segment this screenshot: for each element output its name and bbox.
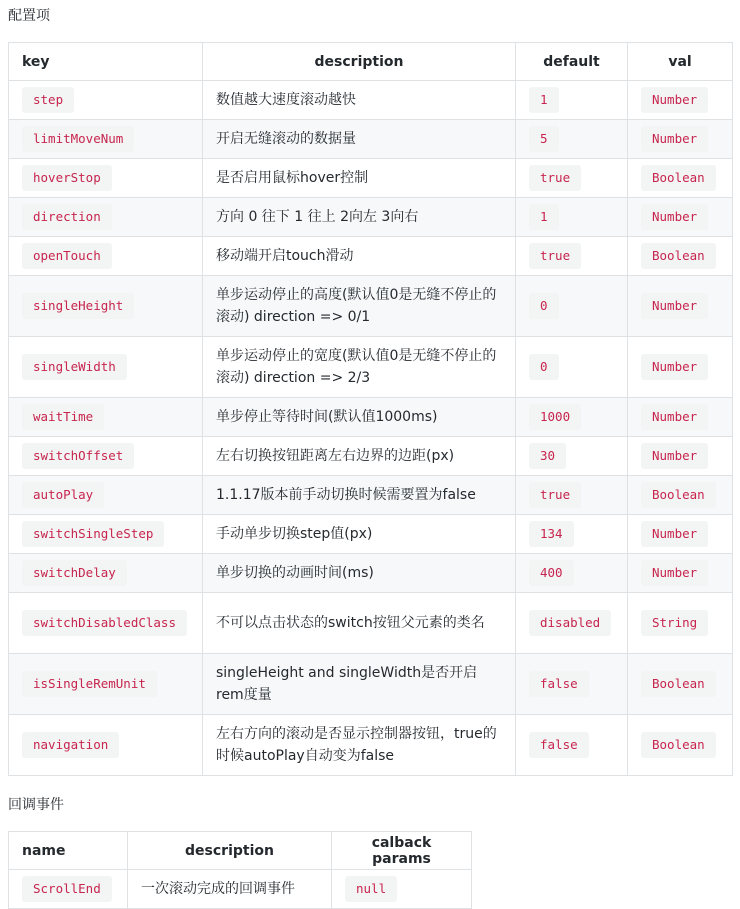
description-cell: 左右方向的滚动是否显示控制器按钮，true的时候autoPlay自动变为false	[203, 715, 516, 776]
val-cell	[628, 276, 733, 337]
default-code: 1	[529, 87, 559, 113]
key-code: switchOffset	[22, 443, 134, 469]
description-cell: 一次滚动完成的回调事件	[128, 870, 332, 909]
key-cell	[9, 398, 203, 437]
val-cell	[628, 81, 733, 120]
key-cell	[9, 198, 203, 237]
key-code: navigation	[22, 732, 119, 758]
type-code: Boolean	[641, 243, 716, 269]
default-code: 1	[529, 204, 559, 230]
key-code: switchSingleStep	[22, 521, 164, 547]
description-cell: 手动单步切换step值(px)	[203, 515, 516, 554]
default-code: 30	[529, 443, 566, 469]
section-title-callbacks: 回调事件	[8, 797, 64, 813]
key-code: switchDelay	[22, 560, 127, 586]
default-cell	[516, 476, 628, 515]
column-header-val: val	[628, 43, 733, 81]
default-cell	[516, 554, 628, 593]
column-header-description: description	[203, 43, 516, 81]
type-code: Number	[641, 293, 708, 319]
table-row	[9, 870, 472, 909]
type-code: String	[641, 610, 708, 636]
key-cell	[9, 120, 203, 159]
val-cell	[628, 398, 733, 437]
column-header-name: name	[9, 832, 128, 870]
event-code: ScrollEnd	[22, 876, 112, 902]
default-cell	[516, 276, 628, 337]
type-code: Boolean	[641, 165, 716, 191]
table-row	[9, 337, 733, 398]
key-code: direction	[22, 204, 112, 230]
default-cell	[516, 159, 628, 198]
val-cell	[628, 715, 733, 776]
table-row	[9, 476, 733, 515]
default-cell	[516, 120, 628, 159]
description-cell: 方向 0 往下 1 往上 2向左 3向右	[203, 198, 516, 237]
key-cell	[9, 476, 203, 515]
key-code: autoPlay	[22, 482, 104, 508]
key-code: isSingleRemUnit	[22, 671, 157, 697]
type-code: Number	[641, 87, 708, 113]
default-cell	[516, 81, 628, 120]
description-cell: 左右切换按钮距离左右边界的边距(px)	[203, 437, 516, 476]
val-cell	[628, 198, 733, 237]
val-cell	[628, 593, 733, 654]
key-cell	[9, 715, 203, 776]
table-row	[9, 654, 733, 715]
type-code: Boolean	[641, 671, 716, 697]
default-code: disabled	[529, 610, 611, 636]
column-header-key: key	[9, 43, 203, 81]
key-cell	[9, 593, 203, 654]
key-cell	[9, 276, 203, 337]
default-code: 134	[529, 521, 574, 547]
table-row	[9, 593, 733, 654]
key-cell	[9, 515, 203, 554]
key-cell	[9, 237, 203, 276]
table-row	[9, 398, 733, 437]
val-cell	[628, 515, 733, 554]
table-row	[9, 515, 733, 554]
default-code: false	[529, 732, 589, 758]
type-code: Number	[641, 443, 708, 469]
params-code: null	[345, 876, 397, 902]
type-code: Number	[641, 126, 708, 152]
key-cell	[9, 81, 203, 120]
key-code: openTouch	[22, 243, 112, 269]
key-code: limitMoveNum	[22, 126, 134, 152]
default-code: true	[529, 165, 581, 191]
type-code: Number	[641, 560, 708, 586]
section-title-config: 配置项	[8, 8, 50, 24]
key-cell	[9, 337, 203, 398]
default-code: false	[529, 671, 589, 697]
column-header-params: calback params	[332, 832, 472, 870]
key-code: step	[22, 87, 74, 113]
description-cell: 移动端开启touch滑动	[203, 237, 516, 276]
key-cell	[9, 159, 203, 198]
table-row	[9, 437, 733, 476]
description-cell: singleHeight and singleWidth是否开启rem度量	[203, 654, 516, 715]
default-code: true	[529, 243, 581, 269]
table-row	[9, 198, 733, 237]
val-cell	[628, 654, 733, 715]
default-cell	[516, 337, 628, 398]
val-cell	[628, 554, 733, 593]
key-code: hoverStop	[22, 165, 112, 191]
table-row	[9, 237, 733, 276]
default-code: 1000	[529, 404, 581, 430]
name-cell	[9, 870, 128, 909]
default-cell	[516, 398, 628, 437]
default-code: 0	[529, 293, 559, 319]
val-cell	[628, 159, 733, 198]
val-cell	[628, 120, 733, 159]
default-cell	[516, 593, 628, 654]
val-cell	[628, 337, 733, 398]
description-cell: 单步停止等待时间(默认值1000ms)	[203, 398, 516, 437]
callback-table	[8, 831, 472, 909]
key-cell	[9, 437, 203, 476]
params-cell	[332, 870, 472, 909]
description-cell: 不可以点击状态的switch按钮父元素的类名	[203, 593, 516, 654]
description-cell: 数值越大速度滚动越快	[203, 81, 516, 120]
default-cell	[516, 515, 628, 554]
default-cell	[516, 237, 628, 276]
default-code: 0	[529, 354, 559, 380]
default-cell	[516, 654, 628, 715]
type-code: Number	[641, 354, 708, 380]
table-row	[9, 159, 733, 198]
callback-table-header	[9, 832, 472, 870]
key-cell	[9, 554, 203, 593]
key-code: waitTime	[22, 404, 104, 430]
type-code: Boolean	[641, 732, 716, 758]
val-cell	[628, 437, 733, 476]
default-cell	[516, 437, 628, 476]
default-code: true	[529, 482, 581, 508]
key-code: switchDisabledClass	[22, 610, 187, 636]
type-code: Boolean	[641, 482, 716, 508]
description-cell: 1.1.17版本前手动切换时候需要置为false	[203, 476, 516, 515]
table-row	[9, 715, 733, 776]
description-cell: 单步切换的动画时间(ms)	[203, 554, 516, 593]
val-cell	[628, 237, 733, 276]
description-cell: 单步运动停止的宽度(默认值0是无缝不停止的滚动) direction => 2/3	[203, 337, 516, 398]
description-cell: 单步运动停止的高度(默认值0是无缝不停止的滚动) direction => 0/1	[203, 276, 516, 337]
default-code: 5	[529, 126, 559, 152]
table-row	[9, 276, 733, 337]
key-code: singleWidth	[22, 354, 127, 380]
table-row	[9, 554, 733, 593]
default-cell	[516, 198, 628, 237]
table-row	[9, 120, 733, 159]
column-header-default: default	[516, 43, 628, 81]
table-row	[9, 81, 733, 120]
config-table-header	[9, 43, 733, 81]
val-cell	[628, 476, 733, 515]
config-table	[8, 42, 733, 776]
type-code: Number	[641, 204, 708, 230]
key-cell	[9, 654, 203, 715]
description-cell: 开启无缝滚动的数据量	[203, 120, 516, 159]
default-code: 400	[529, 560, 574, 586]
type-code: Number	[641, 404, 708, 430]
type-code: Number	[641, 521, 708, 547]
default-cell	[516, 715, 628, 776]
key-code: singleHeight	[22, 293, 134, 319]
column-header-description: description	[128, 832, 332, 870]
description-cell: 是否启用鼠标hover控制	[203, 159, 516, 198]
